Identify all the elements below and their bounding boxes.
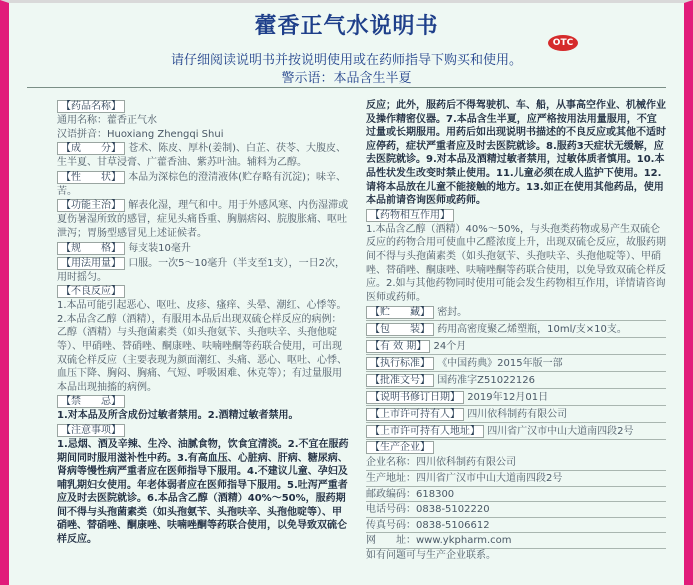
mah-address-value: 四川省广汉市中山大道南四段2号 [487, 426, 634, 438]
contraindication-text: 1.对本品及所含成份过敏者禁用。2.酒精过敏者禁用。 [57, 410, 299, 422]
zip-code: 邮政编码：618300 [366, 487, 666, 503]
approval-value: 国药准字Z51022126 [437, 375, 535, 387]
mah-address-label: 【上市许可持有人地址】 [366, 425, 484, 438]
pinyin-name: 汉语拼音：Huoxiang Zhengqi Shui [57, 128, 224, 140]
manufacturer-address: 生产地址：四川省广汉市中山大道南四段2号 [366, 471, 666, 487]
mah-label: 【上市许可持有人】 [366, 408, 464, 421]
manufacturer-name: 企业名称：四川依科制药有限公司 [366, 455, 666, 471]
spec-label: 【规 格】 [57, 242, 125, 255]
character-text: 本品为深棕色的澄清液体(贮存略有沉淀)；味辛、苦。 [57, 171, 346, 197]
contraindication-heading: 【禁 忌】 [57, 395, 125, 408]
standard-label: 【执行标准】 [366, 357, 434, 370]
spec-text: 每支装10毫升 [128, 242, 191, 254]
website: 网 址：www.ykpharm.com [366, 533, 666, 549]
standard-value: 《中国药典》2015年版一部 [437, 358, 563, 370]
storage-value: 密封。 [437, 307, 468, 319]
warning-text: 警示语：本品含生半夏 [281, 71, 412, 86]
interaction-heading: 【药物相互作用】 [366, 209, 454, 222]
ingredients-text: 苍术、陈皮、厚朴(姜制)、白芷、茯苓、大腹皮、生半夏、甘草浸膏、广藿香油、紫苏叶油。辅料为乙醇。 [57, 143, 346, 169]
generic-name: 通用名称：藿香正气水 [57, 115, 157, 126]
character-label: 【性 状】 [57, 171, 125, 184]
ingredients-label: 【成 分】 [57, 142, 125, 155]
function-label: 【功能主治】 [57, 199, 125, 212]
package-label: 【包 装】 [366, 323, 434, 336]
approval-label: 【批准文号】 [366, 374, 434, 387]
right-column [366, 99, 666, 562]
header-divider [27, 87, 666, 88]
revision-label: 【说明书修订日期】 [366, 391, 464, 404]
page-title: 藿香正气水说明书 [254, 14, 439, 39]
notes-continued: 反应；此外，服药后不得驾驶机、车、船，从事高空作业、机械作业及操作精密仪器。7.本品含生半夏，应严格按用法用量服用，不宜过量或长期服用。用药后如出现说明书描述的不良反应或其他不适时应停药，症状严重者应及时去医院就诊。8.服药3天症状无缓解，应去医院就诊。9.对本品及酒精过敏者禁用，过敏体质者慎用。10.本品性状发生改变时禁止使用。11.儿童必须在成人监护下使用。12.请将本品放在儿童不能接触的地方。13.如正在使用其他药品，使用本品前请咨询医师或药师。 [366, 100, 666, 207]
validity-label: 【有 效 期】 [366, 340, 430, 353]
contact-note: 如有问题可与生产企业联系。 [366, 549, 496, 561]
usage-instruction: 请仔细阅读说明书并按说明使用或在药师指导下购买和使用。 [170, 53, 522, 68]
otc-badge: OTC [548, 35, 578, 51]
storage-label: 【贮 藏】 [366, 306, 434, 319]
adverse-text: 1.本品可能引起恶心、呕吐、皮疹、瘙痒、头晕、潮红、心悸等。2.本品含乙醇（酒精），有服用本品后出现双硫仑样反应的病例：乙醇（酒精）与头孢菌素类（如头孢氨苄、头孢呋辛、头孢他啶等）、甲硝唑、替硝唑、酮康唑、呋喃唑酮等药联合使用，可出现双硫仑样反应（主要表现为颜面潮红、头痛、恶心、呕吐、心悸、血压下降、胸闷、胸痛、气短、呼吸困难、休克等）；有过量服用本品出现抽搐的病例。 [57, 300, 347, 393]
interaction-text: 1.本品含乙醇（酒精）40%～50%，与头孢类药物或易产生双硫仑反应的药物合用可使血中乙醛浓度上升，出现双硫仑反应，故服药期间不得与头孢菌素类（如头孢氨苄、头孢呋辛、头孢他啶等）、甲硝唑、替硝唑、酮康唑、呋喃唑酮等药联合使用，以免导致双硫仑样反应。2.如与其他药物同时使用可能会发生药物相互作用，详情请咨询医师或药师。 [366, 223, 666, 303]
phone-number: 电话号码：0838-5102220 [366, 502, 666, 518]
validity-value: 24个月 [433, 341, 467, 353]
fax-number: 传真号码：0838-5106612 [366, 518, 666, 534]
notes-heading: 【注意事项】 [57, 424, 125, 437]
package-value: 药用高密度聚乙烯塑瓶，10ml/支×10支。 [437, 324, 627, 336]
adverse-heading: 【不良反应】 [57, 285, 125, 298]
mah-value: 四川依科制药有限公司 [467, 409, 568, 421]
notes-text: 1.忌烟、酒及辛辣、生冷、油腻食物，饮食宜清淡。2.不宜在服药期间同时服用滋补性中药。3.有高血压、心脏病、肝病、糖尿病、肾病等慢性病严重者应在医师指导下服用。4.不建议儿童、孕妇及哺乳期妇女使用。年老体弱者应在医师指导下服用。5.吐泻严重者应及时去医院就诊。6.本品含乙醇（酒精）40%～50%，服药期间不得与头孢菌素类（如头孢氨苄、头孢呋辛、头孢他啶等）、甲硝唑、替硝唑、酮康唑、呋喃唑酮等药联合使用，以免导致双硫仑样反应。 [57, 438, 349, 546]
revision-value: 2019年12月01日 [467, 392, 549, 404]
manufacturer-heading: 【生产企业】 [366, 441, 434, 454]
drug-name-heading: 【药品名称】 [57, 100, 125, 113]
usage-text: 口服。一次5～10毫升（半支至1支），一日2次，用时摇匀。 [57, 257, 345, 283]
left-column [57, 99, 349, 547]
function-text: 解表化湿，理气和中。用于外感风寒、内伤湿滞或夏伤暑湿所致的感冒，症见头痛昏重、胸膈痞闷、脘腹胀痛、呕吐泄泻；胃肠型感冒见上述证候者。 [57, 200, 349, 239]
usage-label: 【用法用量】 [57, 257, 125, 270]
